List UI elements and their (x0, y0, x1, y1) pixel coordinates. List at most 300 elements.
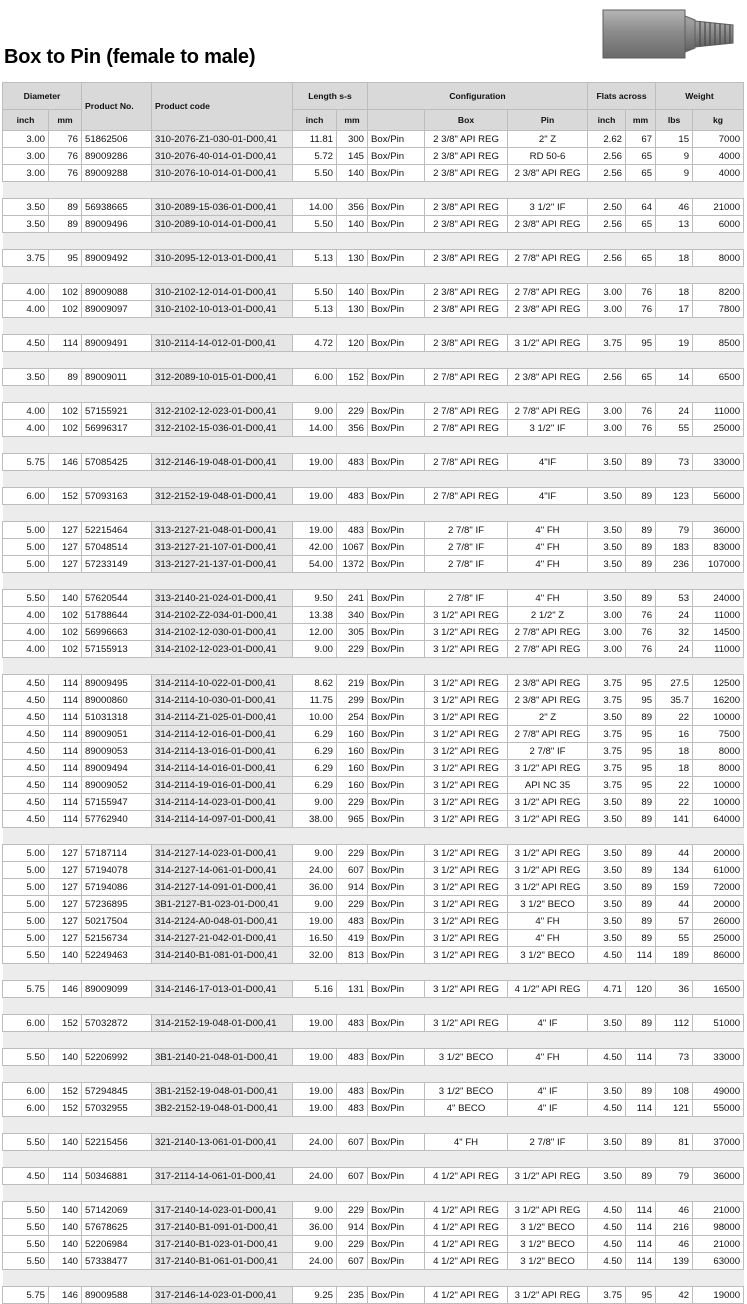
table-row (3, 811, 744, 828)
cell-product-code: 314-2114-10-022-01-D00,41 (152, 675, 293, 692)
cell-product-no: 57155947 (82, 794, 152, 811)
cell-flats-inch: 3.50 (588, 488, 626, 505)
table-row (3, 607, 744, 624)
cell-pin-connection: 2 3/8" API REG (508, 675, 588, 692)
table-row (3, 199, 744, 216)
cell-length-inch: 5.50 (293, 284, 337, 301)
header-row-top (3, 83, 744, 110)
cell-length-mm: 483 (337, 488, 368, 505)
table-row (3, 454, 744, 471)
cell-product-code: 313-2140-21-024-01-D00,41 (152, 590, 293, 607)
cell-pin-connection: 2 7/8" API REG (508, 403, 588, 420)
cell-length-mm: 356 (337, 199, 368, 216)
cell-product-code: 313-2127-21-137-01-D00,41 (152, 556, 293, 573)
cell-flats-mm: 89 (626, 454, 656, 471)
cell-weight-kg: 20000 (693, 845, 744, 862)
table-row (3, 522, 744, 539)
group-separator (3, 267, 744, 284)
cell-config-type: Box/Pin (368, 675, 425, 692)
cell-flats-mm: 76 (626, 624, 656, 641)
cell-diameter-mm: 76 (49, 165, 82, 182)
cell-box-connection: 3 1/2" API REG (425, 641, 508, 658)
cell-flats-mm: 114 (626, 1049, 656, 1066)
cell-flats-inch: 3.00 (588, 420, 626, 437)
cell-weight-kg: 16500 (693, 981, 744, 998)
cell-pin-connection: 3 1/2" BECO (508, 947, 588, 964)
cell-product-no: 56996317 (82, 420, 152, 437)
cell-diameter-inch: 5.00 (3, 522, 49, 539)
cell-diameter-mm: 146 (49, 1287, 82, 1304)
cell-flats-inch: 3.50 (588, 913, 626, 930)
cell-length-inch: 9.25 (293, 1287, 337, 1304)
cell-product-code: 314-2146-17-013-01-D00,41 (152, 981, 293, 998)
cell-box-connection: 2 3/8" API REG (425, 216, 508, 233)
cell-diameter-mm: 140 (49, 1049, 82, 1066)
header-product-code: Product code (152, 83, 293, 131)
cell-product-no: 57236895 (82, 896, 152, 913)
table-row (3, 420, 744, 437)
cell-weight-lbs: 112 (656, 1015, 693, 1032)
cell-pin-connection: 4"IF (508, 454, 588, 471)
cell-diameter-inch: 4.50 (3, 335, 49, 352)
cell-length-mm: 914 (337, 1219, 368, 1236)
cell-weight-lbs: 16 (656, 726, 693, 743)
cell-flats-mm: 95 (626, 675, 656, 692)
cell-box-connection: 3 1/2" API REG (425, 607, 508, 624)
group-separator (3, 964, 744, 981)
cell-pin-connection: 4" FH (508, 590, 588, 607)
cell-config-type: Box/Pin (368, 624, 425, 641)
cell-flats-inch: 4.71 (588, 981, 626, 998)
header-length-inch: inch (293, 110, 337, 131)
group-separator-cell (3, 573, 744, 590)
cell-flats-inch: 3.50 (588, 845, 626, 862)
group-separator (3, 658, 744, 675)
cell-product-no: 52249463 (82, 947, 152, 964)
cell-diameter-mm: 102 (49, 607, 82, 624)
cell-weight-lbs: 183 (656, 539, 693, 556)
cell-diameter-mm: 102 (49, 420, 82, 437)
cell-weight-lbs: 79 (656, 1168, 693, 1185)
cell-box-connection: 3 1/2" API REG (425, 760, 508, 777)
cell-diameter-mm: 140 (49, 1202, 82, 1219)
cell-box-connection: 2 3/8" API REG (425, 165, 508, 182)
cell-product-code: 312-2146-19-048-01-D00,41 (152, 454, 293, 471)
group-separator (3, 1066, 744, 1083)
cell-length-inch: 5.16 (293, 981, 337, 998)
group-separator-cell (3, 1066, 744, 1083)
cell-diameter-inch: 3.50 (3, 216, 49, 233)
cell-config-type: Box/Pin (368, 1253, 425, 1270)
cell-diameter-mm: 140 (49, 947, 82, 964)
cell-length-inch: 9.00 (293, 1236, 337, 1253)
cell-box-connection: 2 7/8" IF (425, 522, 508, 539)
cell-length-inch: 5.72 (293, 148, 337, 165)
cell-box-connection: 3 1/2" API REG (425, 947, 508, 964)
group-separator-cell (3, 1117, 744, 1134)
cell-flats-mm: 114 (626, 947, 656, 964)
group-separator-cell (3, 471, 744, 488)
cell-weight-kg: 11000 (693, 403, 744, 420)
cell-config-type: Box/Pin (368, 284, 425, 301)
cell-weight-lbs: 159 (656, 879, 693, 896)
cell-weight-kg: 36000 (693, 522, 744, 539)
group-separator (3, 1032, 744, 1049)
cell-length-inch: 38.00 (293, 811, 337, 828)
cell-weight-lbs: 27.5 (656, 675, 693, 692)
cell-diameter-inch: 4.50 (3, 777, 49, 794)
cell-product-code: 314-2102-Z2-034-01-D00,41 (152, 607, 293, 624)
cell-product-no: 57620544 (82, 590, 152, 607)
cell-weight-lbs: 9 (656, 165, 693, 182)
page-title: Box to Pin (female to male) (4, 46, 256, 68)
cell-config-type: Box/Pin (368, 148, 425, 165)
cell-diameter-mm: 114 (49, 675, 82, 692)
cell-diameter-mm: 127 (49, 539, 82, 556)
table-row (3, 1219, 744, 1236)
cell-length-mm: 300 (337, 131, 368, 148)
group-separator-cell (3, 182, 744, 199)
cell-config-type: Box/Pin (368, 420, 425, 437)
cell-diameter-mm: 127 (49, 845, 82, 862)
cell-diameter-inch: 4.50 (3, 692, 49, 709)
table-row (3, 403, 744, 420)
cell-product-code: 317-2140-B1-061-01-D00,41 (152, 1253, 293, 1270)
cell-weight-lbs: 216 (656, 1219, 693, 1236)
cell-length-inch: 6.29 (293, 760, 337, 777)
cell-product-code: 3B1-2140-21-048-01-D00,41 (152, 1049, 293, 1066)
cell-length-mm: 483 (337, 913, 368, 930)
cell-length-mm: 914 (337, 879, 368, 896)
cell-flats-mm: 76 (626, 641, 656, 658)
cell-product-code: 314-2114-14-016-01-D00,41 (152, 760, 293, 777)
cell-diameter-mm: 127 (49, 913, 82, 930)
cell-weight-kg: 49000 (693, 1083, 744, 1100)
cell-diameter-mm: 114 (49, 777, 82, 794)
cell-length-mm: 483 (337, 1100, 368, 1117)
cell-flats-inch: 3.00 (588, 301, 626, 318)
cell-diameter-inch: 6.00 (3, 1100, 49, 1117)
table-row (3, 692, 744, 709)
cell-product-code: 314-2114-12-016-01-D00,41 (152, 726, 293, 743)
cell-diameter-inch: 3.00 (3, 131, 49, 148)
cell-length-mm: 229 (337, 641, 368, 658)
cell-product-code: 314-2114-14-023-01-D00,41 (152, 794, 293, 811)
cell-product-code: 317-2146-14-023-01-D00,41 (152, 1287, 293, 1304)
cell-diameter-mm: 95 (49, 250, 82, 267)
cell-product-no: 89009494 (82, 760, 152, 777)
cell-flats-mm: 65 (626, 148, 656, 165)
cell-flats-mm: 76 (626, 403, 656, 420)
cell-diameter-inch: 5.50 (3, 947, 49, 964)
cell-length-mm: 607 (337, 1253, 368, 1270)
cell-config-type: Box/Pin (368, 1168, 425, 1185)
cell-weight-lbs: 14 (656, 369, 693, 386)
cell-length-inch: 10.00 (293, 709, 337, 726)
cell-product-code: 3B1-2127-B1-023-01-D00,41 (152, 896, 293, 913)
cell-config-type: Box/Pin (368, 862, 425, 879)
cell-length-mm: 483 (337, 454, 368, 471)
cell-box-connection: 3 1/2" API REG (425, 1015, 508, 1032)
cell-weight-lbs: 9 (656, 148, 693, 165)
cell-flats-inch: 4.50 (588, 1202, 626, 1219)
cell-product-code: 317-2140-14-023-01-D00,41 (152, 1202, 293, 1219)
cell-pin-connection: 2 3/8" API REG (508, 301, 588, 318)
cell-weight-kg: 51000 (693, 1015, 744, 1032)
cell-diameter-inch: 5.00 (3, 896, 49, 913)
cell-product-no: 89009088 (82, 284, 152, 301)
cell-weight-kg: 6000 (693, 216, 744, 233)
cell-product-code: 310-2114-14-012-01-D00,41 (152, 335, 293, 352)
cell-weight-lbs: 139 (656, 1253, 693, 1270)
cell-config-type: Box/Pin (368, 1015, 425, 1032)
cell-product-code: 3B1-2152-19-048-01-D00,41 (152, 1083, 293, 1100)
cell-diameter-inch: 4.50 (3, 811, 49, 828)
group-separator-cell (3, 318, 744, 335)
cell-length-mm: 160 (337, 760, 368, 777)
cell-diameter-inch: 5.00 (3, 913, 49, 930)
cell-weight-lbs: 19 (656, 335, 693, 352)
cell-pin-connection: 4 1/2" API REG (508, 981, 588, 998)
cell-product-no: 57093163 (82, 488, 152, 505)
cell-product-code: 317-2140-B1-023-01-D00,41 (152, 1236, 293, 1253)
cell-config-type: Box/Pin (368, 692, 425, 709)
cell-flats-inch: 4.50 (588, 1049, 626, 1066)
cell-flats-mm: 89 (626, 930, 656, 947)
cell-flats-mm: 89 (626, 879, 656, 896)
cell-weight-lbs: 123 (656, 488, 693, 505)
cell-config-type: Box/Pin (368, 760, 425, 777)
cell-pin-connection: 4" IF (508, 1015, 588, 1032)
cell-weight-kg: 11000 (693, 641, 744, 658)
cell-flats-inch: 3.75 (588, 335, 626, 352)
cell-diameter-mm: 127 (49, 930, 82, 947)
cell-length-inch: 5.50 (293, 165, 337, 182)
cell-flats-inch: 3.50 (588, 1015, 626, 1032)
cell-diameter-mm: 102 (49, 403, 82, 420)
cell-flats-inch: 3.50 (588, 454, 626, 471)
cell-product-no: 52215456 (82, 1134, 152, 1151)
cell-flats-inch: 3.75 (588, 743, 626, 760)
cell-box-connection: 3 1/2" BECO (425, 1083, 508, 1100)
cell-product-no: 57187114 (82, 845, 152, 862)
cell-product-code: 314-2127-14-061-01-D00,41 (152, 862, 293, 879)
cell-pin-connection: 2" Z (508, 131, 588, 148)
cell-config-type: Box/Pin (368, 250, 425, 267)
cell-weight-kg: 14500 (693, 624, 744, 641)
cell-config-type: Box/Pin (368, 726, 425, 743)
cell-box-connection: 3 1/2" API REG (425, 709, 508, 726)
cell-diameter-mm: 146 (49, 454, 82, 471)
table-row (3, 675, 744, 692)
table-row (3, 1134, 744, 1151)
cell-length-inch: 24.00 (293, 1134, 337, 1151)
cell-length-mm: 607 (337, 1134, 368, 1151)
header-product-no: Product No. (82, 83, 152, 131)
cell-flats-mm: 95 (626, 743, 656, 760)
cell-length-mm: 299 (337, 692, 368, 709)
cell-length-inch: 36.00 (293, 1219, 337, 1236)
group-separator-cell (3, 658, 744, 675)
cell-diameter-inch: 4.50 (3, 675, 49, 692)
cell-length-mm: 965 (337, 811, 368, 828)
table-row (3, 369, 744, 386)
cell-pin-connection: 4" FH (508, 1049, 588, 1066)
cell-length-mm: 340 (337, 607, 368, 624)
cell-diameter-mm: 140 (49, 1134, 82, 1151)
cell-weight-lbs: 57 (656, 913, 693, 930)
cell-config-type: Box/Pin (368, 641, 425, 658)
cell-flats-inch: 3.75 (588, 1287, 626, 1304)
cell-flats-inch: 3.00 (588, 284, 626, 301)
cell-box-connection: 2 7/8" API REG (425, 369, 508, 386)
cell-product-code: 3B2-2152-19-048-01-D00,41 (152, 1100, 293, 1117)
cell-weight-kg: 98000 (693, 1219, 744, 1236)
cell-flats-inch: 3.50 (588, 1134, 626, 1151)
table-row (3, 250, 744, 267)
cell-weight-kg: 21000 (693, 1202, 744, 1219)
cell-config-type: Box/Pin (368, 947, 425, 964)
cell-pin-connection: 4" FH (508, 913, 588, 930)
cell-pin-connection: 3 1/2" API REG (508, 879, 588, 896)
cell-pin-connection: 3 1/2" API REG (508, 335, 588, 352)
cell-weight-lbs: 46 (656, 1236, 693, 1253)
cell-box-connection: 3 1/2" API REG (425, 845, 508, 862)
cell-flats-inch: 3.75 (588, 692, 626, 709)
cell-weight-lbs: 18 (656, 250, 693, 267)
cell-weight-kg: 7800 (693, 301, 744, 318)
cell-product-no: 52206992 (82, 1049, 152, 1066)
cell-product-code: 321-2140-13-061-01-D00,41 (152, 1134, 293, 1151)
cell-config-type: Box/Pin (368, 777, 425, 794)
cell-diameter-mm: 114 (49, 692, 82, 709)
cell-weight-kg: 37000 (693, 1134, 744, 1151)
cell-flats-inch: 3.00 (588, 641, 626, 658)
cell-flats-mm: 89 (626, 913, 656, 930)
cell-weight-kg: 4000 (693, 165, 744, 182)
cell-pin-connection: 3 1/2" BECO (508, 1236, 588, 1253)
cell-length-inch: 19.00 (293, 488, 337, 505)
header-box: Box (425, 110, 508, 131)
cell-product-no: 52206984 (82, 1236, 152, 1253)
cell-flats-mm: 65 (626, 165, 656, 182)
cell-flats-mm: 89 (626, 522, 656, 539)
header-weight-kg: kg (693, 110, 744, 131)
cell-product-code: 314-2127-21-042-01-D00,41 (152, 930, 293, 947)
cell-diameter-inch: 3.00 (3, 165, 49, 182)
cell-weight-lbs: 18 (656, 760, 693, 777)
cell-weight-lbs: 44 (656, 896, 693, 913)
cell-weight-lbs: 18 (656, 743, 693, 760)
cell-weight-lbs: 53 (656, 590, 693, 607)
cell-flats-mm: 65 (626, 250, 656, 267)
table-row (3, 879, 744, 896)
cell-product-code: 310-2076-10-014-01-D00,41 (152, 165, 293, 182)
cell-diameter-inch: 5.50 (3, 1134, 49, 1151)
cell-flats-mm: 89 (626, 590, 656, 607)
table-row (3, 301, 744, 318)
cell-product-code: 310-2076-40-014-01-D00,41 (152, 148, 293, 165)
cell-config-type: Box/Pin (368, 369, 425, 386)
cell-diameter-mm: 114 (49, 743, 82, 760)
cell-length-mm: 483 (337, 1083, 368, 1100)
cell-length-inch: 9.00 (293, 845, 337, 862)
cell-weight-lbs: 22 (656, 709, 693, 726)
cell-product-code: 314-2102-12-030-01-D00,41 (152, 624, 293, 641)
cell-flats-mm: 95 (626, 335, 656, 352)
cell-box-connection: 3 1/2" API REG (425, 879, 508, 896)
cell-flats-mm: 95 (626, 692, 656, 709)
cell-config-type: Box/Pin (368, 1202, 425, 1219)
cell-diameter-mm: 76 (49, 148, 82, 165)
cell-flats-mm: 95 (626, 726, 656, 743)
cell-diameter-inch: 5.75 (3, 1287, 49, 1304)
cell-length-inch: 12.00 (293, 624, 337, 641)
cell-weight-kg: 8000 (693, 743, 744, 760)
cell-diameter-inch: 4.00 (3, 403, 49, 420)
cell-pin-connection: 2 3/8" API REG (508, 369, 588, 386)
cell-weight-lbs: 189 (656, 947, 693, 964)
table-row (3, 913, 744, 930)
cell-flats-mm: 76 (626, 607, 656, 624)
cell-diameter-inch: 5.50 (3, 1202, 49, 1219)
cell-weight-lbs: 108 (656, 1083, 693, 1100)
cell-product-code: 312-2089-10-015-01-D00,41 (152, 369, 293, 386)
group-separator-cell (3, 964, 744, 981)
header-configuration: Configuration (368, 83, 588, 110)
cell-weight-kg: 8500 (693, 335, 744, 352)
cell-diameter-inch: 3.00 (3, 148, 49, 165)
group-separator (3, 1117, 744, 1134)
cell-flats-inch: 4.50 (588, 947, 626, 964)
table-body (3, 131, 744, 1304)
cell-flats-mm: 76 (626, 301, 656, 318)
header-config-type (368, 110, 425, 131)
cell-length-inch: 11.81 (293, 131, 337, 148)
cell-flats-inch: 4.50 (588, 1236, 626, 1253)
cell-weight-lbs: 46 (656, 199, 693, 216)
cell-diameter-inch: 4.50 (3, 1168, 49, 1185)
cell-length-mm: 229 (337, 1202, 368, 1219)
cell-flats-mm: 114 (626, 1202, 656, 1219)
cell-product-no: 50217504 (82, 913, 152, 930)
cell-box-connection: 4 1/2" API REG (425, 1219, 508, 1236)
cell-box-connection: 4" FH (425, 1134, 508, 1151)
cell-product-code: 313-2127-21-107-01-D00,41 (152, 539, 293, 556)
cell-length-inch: 24.00 (293, 1253, 337, 1270)
cell-product-no: 89009051 (82, 726, 152, 743)
cell-box-connection: 2 3/8" API REG (425, 335, 508, 352)
cell-product-code: 314-2114-Z1-025-01-D00,41 (152, 709, 293, 726)
cell-config-type: Box/Pin (368, 743, 425, 760)
cell-flats-mm: 67 (626, 131, 656, 148)
cell-diameter-inch: 6.00 (3, 488, 49, 505)
cell-weight-lbs: 73 (656, 1049, 693, 1066)
cell-pin-connection: 3 1/2" BECO (508, 896, 588, 913)
cell-length-inch: 5.50 (293, 216, 337, 233)
cell-flats-inch: 3.50 (588, 539, 626, 556)
header-diameter: Diameter (3, 83, 82, 110)
cell-config-type: Box/Pin (368, 1083, 425, 1100)
group-separator (3, 573, 744, 590)
cell-weight-kg: 11000 (693, 607, 744, 624)
cell-box-connection: 2 7/8" API REG (425, 420, 508, 437)
cell-pin-connection: 2 7/8" IF (508, 1134, 588, 1151)
cell-weight-lbs: 81 (656, 1134, 693, 1151)
cell-pin-connection: 2 7/8" API REG (508, 284, 588, 301)
cell-diameter-inch: 6.00 (3, 1083, 49, 1100)
cell-flats-mm: 65 (626, 216, 656, 233)
